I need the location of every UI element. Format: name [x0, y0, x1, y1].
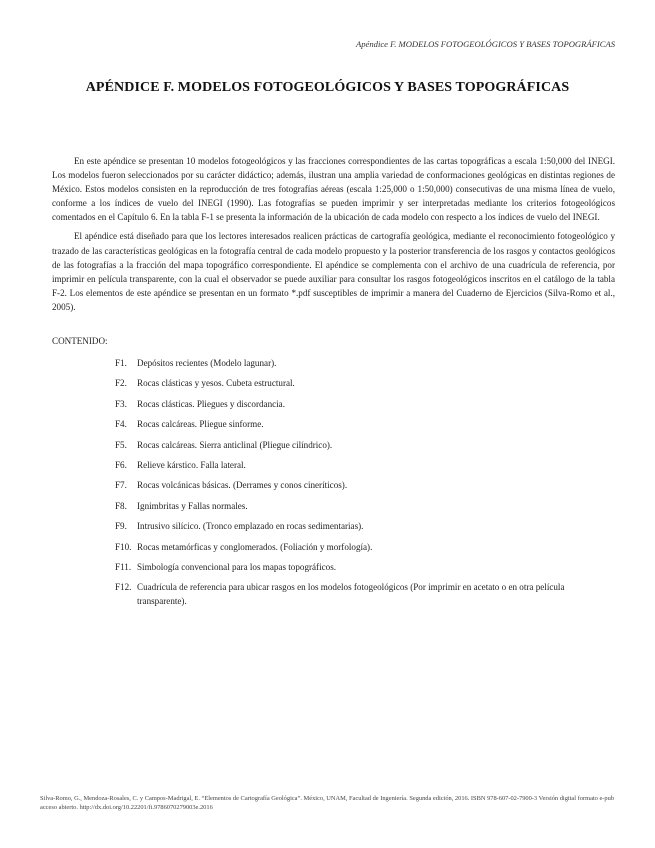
- contents-item: [115, 541, 595, 554]
- contents-item-text: Rocas calcáreas. Sierra anticlinal (Pliegue cilíndrico).: [137, 439, 333, 450]
- contents-item-text: Rocas volcánicas básicas. (Derrames y conos cineríticos).: [137, 480, 348, 491]
- contents-item-number: F8.: [115, 500, 127, 511]
- contents-item-number: F12.: [115, 582, 132, 593]
- contents-item-number: F4.: [115, 419, 127, 430]
- contents-item-number: F1.: [115, 358, 127, 368]
- running-header: Apéndice F. MODELOS FOTOGEOLÓGICOS Y BASES TOPOGRÁFICAS: [356, 39, 615, 49]
- contents-item: [115, 357, 595, 370]
- contents-item-text: Rocas clásticas. Pliegues y discordancia.: [137, 398, 285, 409]
- contents-item: [115, 377, 595, 390]
- contents-item-text: Relieve kárstico. Falla lateral.: [137, 459, 246, 470]
- contents-item-text: Rocas clásticas y yesos. Cubeta estructural.: [137, 378, 295, 389]
- contents-item-number: F3.: [115, 398, 127, 409]
- contents-item-text: Ignimbritas y Fallas normales.: [137, 500, 248, 511]
- contents-item-number: F6.: [115, 459, 127, 470]
- contents-item: [115, 418, 595, 431]
- contents-item: [115, 500, 595, 513]
- contents-item: [115, 459, 595, 472]
- contents-item: [115, 581, 595, 607]
- contents-item-number: F2.: [115, 378, 127, 389]
- body-text: [52, 154, 615, 319]
- contents-item-text: Intrusivo silícico. (Tronco emplazado en rocas sedimentarias).: [137, 521, 364, 532]
- contents-item-text: Rocas calcáreas. Pliegue sinforme.: [137, 419, 264, 430]
- contents-label: CONTENIDO:: [52, 336, 108, 346]
- page-title: APÉNDICE F. MODELOS FOTOGEOLÓGICOS Y BASES TOPOGRÁFICAS: [85, 80, 570, 95]
- contents-item: [115, 439, 595, 452]
- contents-item-number: F10.: [115, 541, 132, 552]
- contents-item-number: F11.: [115, 561, 132, 572]
- contents-item: [115, 520, 595, 533]
- contents-item-text: Rocas metamórficas y conglomerados. (Foliación y morfología).: [137, 541, 373, 552]
- contents-item: [115, 398, 595, 411]
- contents-item-text: Cuadrícula de referencia para ubicar rasgos en los modelos fotogeológicos (Por imprimir en acetato o en otra película transparente).: [137, 582, 565, 606]
- contents-item-number: F9.: [115, 521, 127, 532]
- paragraph-intro: En este apéndice se presentan 10 modelos fotogeológicos y las fracciones correspondientes de las cartas topográficas a escala 1:50,000 del INEGI. Los modelos fueron seleccionados por su carácter didáctico; además, ilustran una amplia variedad de conformaciones geológicas en distintas regiones de México. Estos modelos consisten en la reproducción de tres fotografías aéreas (escala 1:25,000 o 1:50,000) consecutivas de una misma línea de vuelo, conforme a los índices de vuelo del INEGI (1990). Las fotografías se pueden imprimir y ser interpretadas mediante los criterios fotogeológicos comentados en el Capítulo 6. En la tabla F-1 se presenta la información de la ubicación de cada modelo con respecto a los índices de vuelo del INEGI.: [52, 156, 615, 223]
- contents-item-text: Depósitos recientes (Modelo lagunar).: [137, 358, 277, 368]
- paragraph-purpose: El apéndice está diseñado para que los lectores interesados realicen prácticas de cartografía geológica, mediante el reconocimiento fotogeológico y trazado de las características geológicas en la fotografía central de cada modelo propuesto y la posterior transferencia de los rasgos y contactos geológicos de las fotografías a la fracción del mapa topográfico correspondiente. El apéndice se complementa con el archivo de una cuadrícula de referencia, por imprimir en película transparente, con la cual el observador se puede auxiliar para consultar los rasgos fotogeológicos inscritos en el catálogo de la tabla F-2. Los elementos de este apéndice se presentan en un formato *.pdf susceptibles de imprimir a manera del Cuaderno de Ejercicios (Silva-Romo et al., 2005).: [52, 231, 615, 312]
- contents-item-number: F7.: [115, 480, 127, 491]
- footer-citation: Silva-Romo, G., Mendoza-Rosales, C. y Campos-Madrigal, E. “Elementos de Cartografía Geológica”. México, UNAM, Facultad de Ingeniería. Segunda edición, 2016. ISBN 978-607-02-7900-3 Versión digital formato e-pub acceso abierto. http://dx.doi.org/10.22201/fi.9786070279003e.2016: [40, 795, 615, 811]
- contents-item-number: F5.: [115, 439, 127, 450]
- contents-list: [115, 357, 595, 615]
- contents-item-text: Simbología convencional para los mapas topográficos.: [137, 561, 337, 572]
- contents-item: [115, 561, 595, 574]
- contents-item: [115, 479, 595, 492]
